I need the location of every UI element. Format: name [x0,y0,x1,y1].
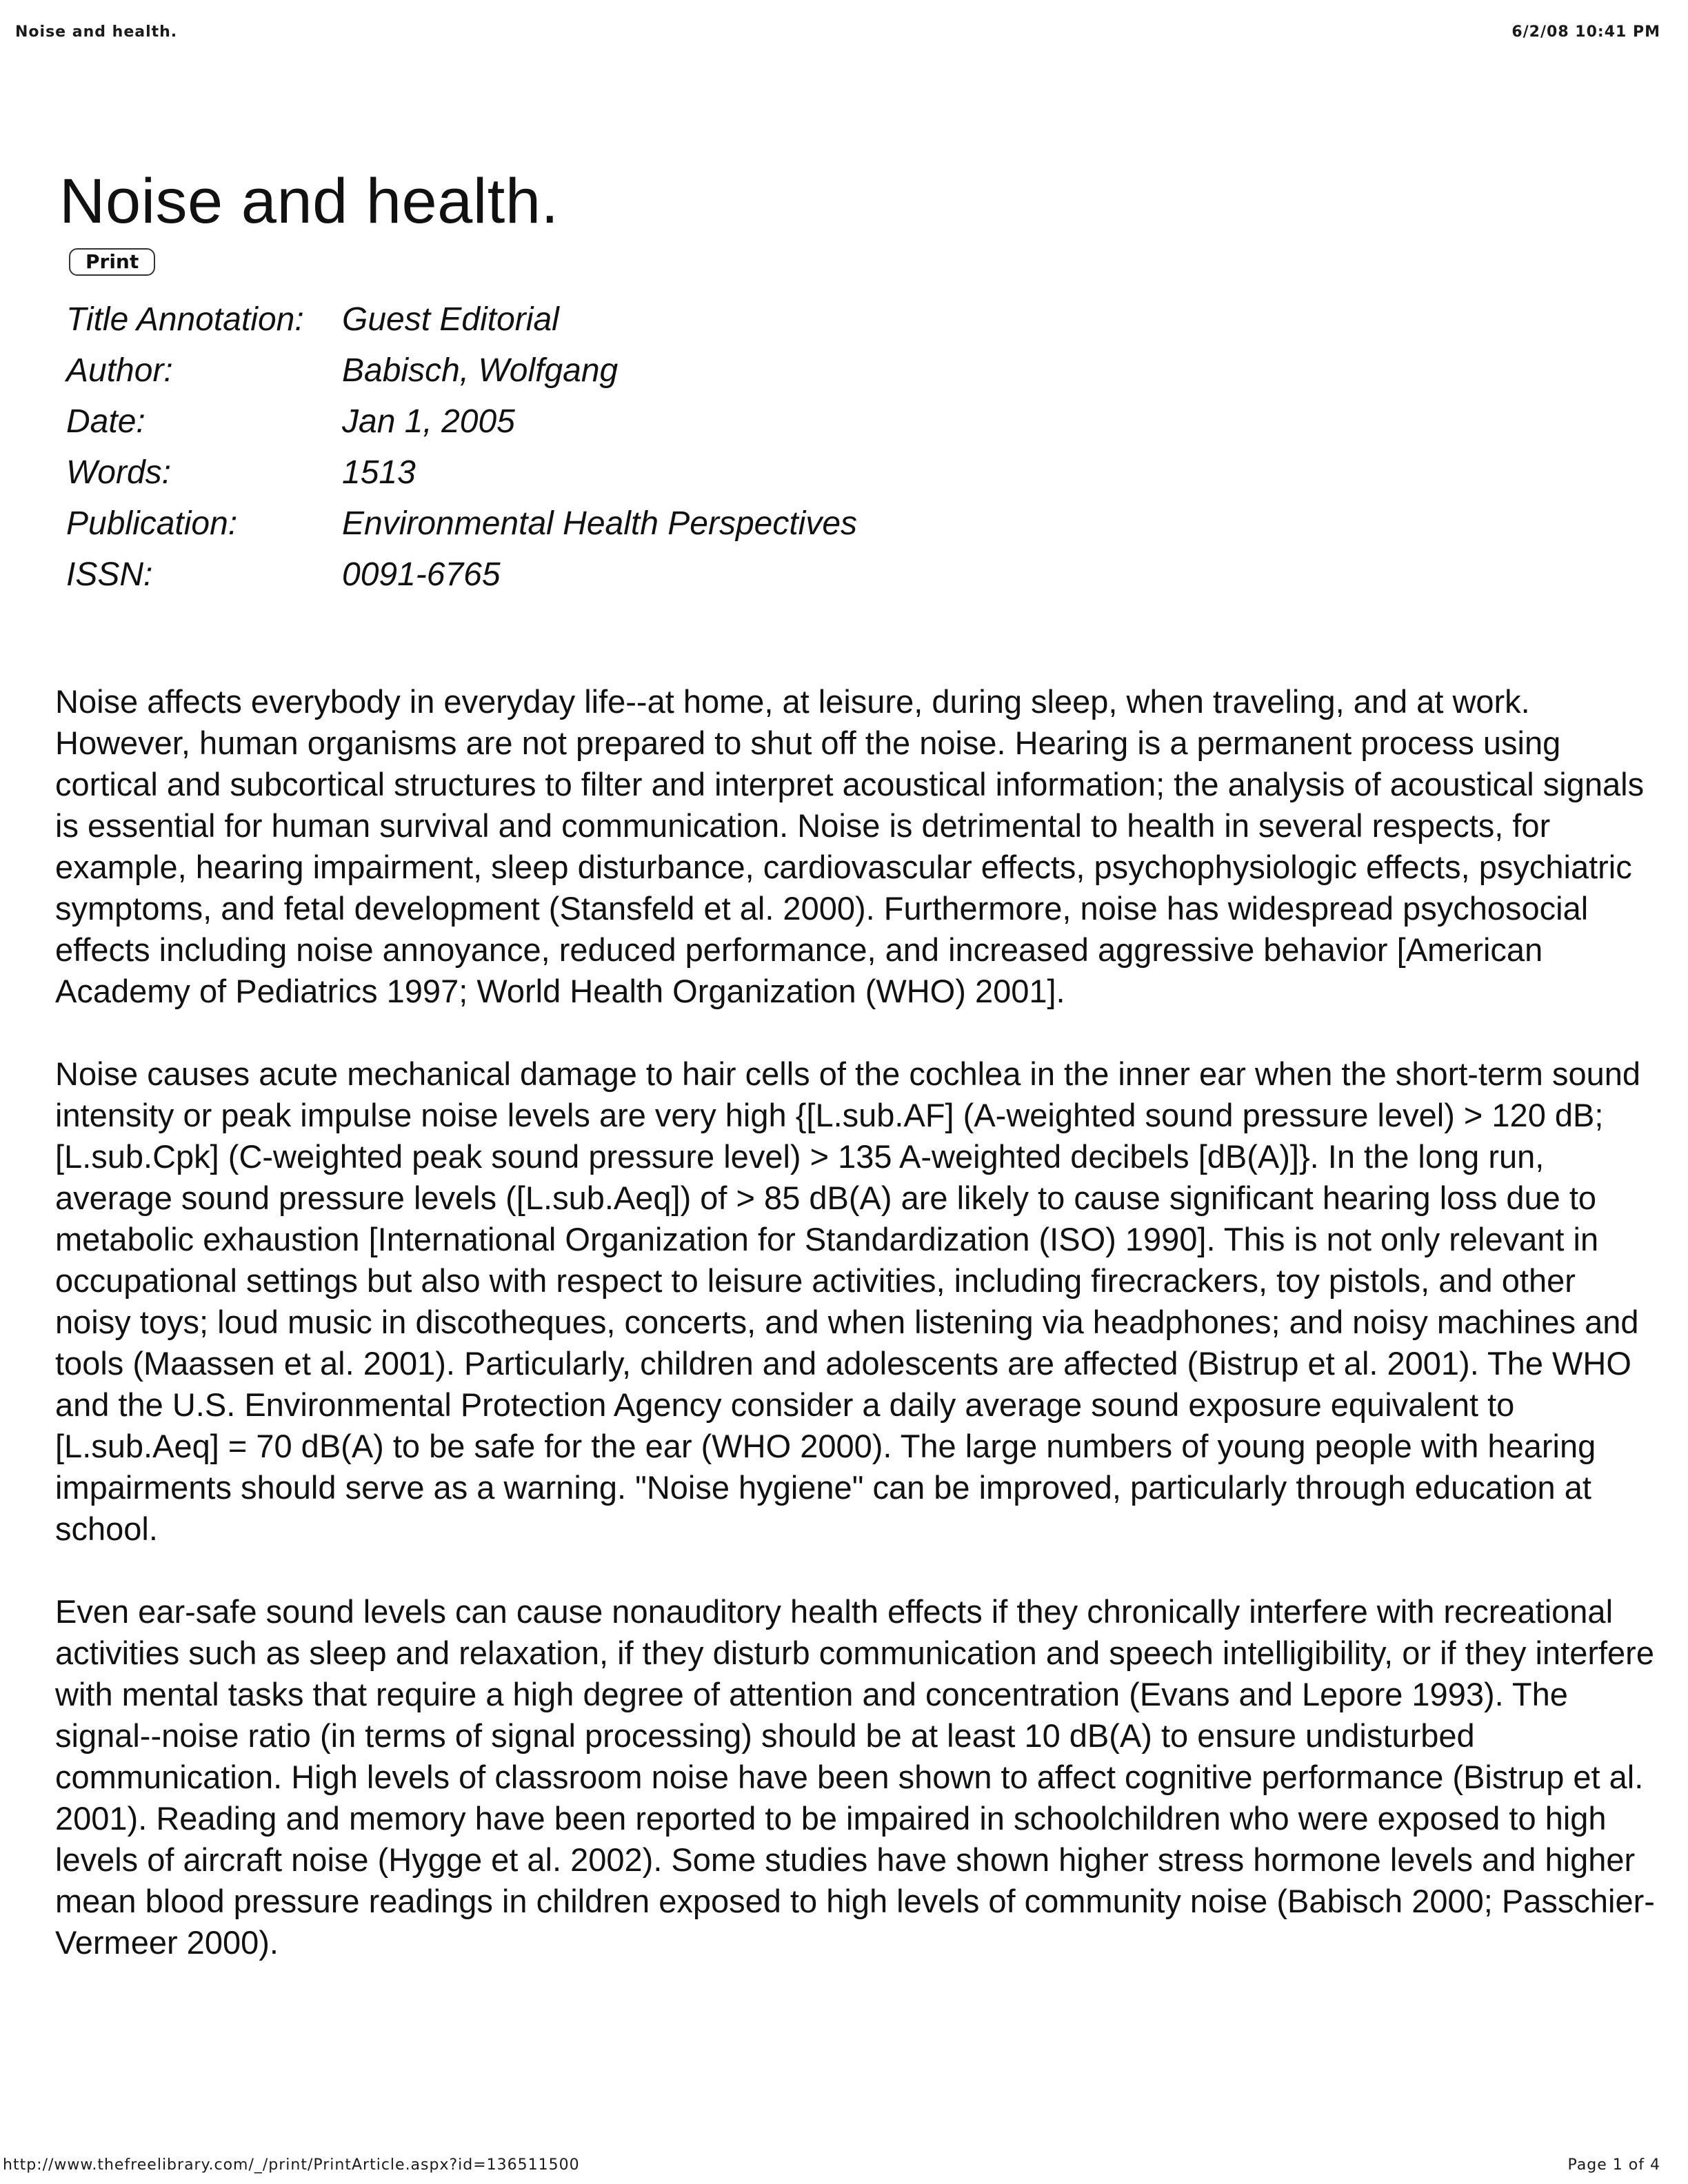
body-paragraph: Even ear-safe sound levels can cause nonauditory health effects if they chronically interfere with recreational activities such as sleep and relaxation, if they disturb communication and speech intelligibility, or if they interfere with mental tasks that require a high degree of attention and concentration (Evans and Lepore 1993). The signal--noise ratio (in terms of signal processing) should be at least 10 dB(A) to ensure undisturbed communication. High levels of classroom noise have been shown to affect cognitive performance (Bistrup et al. 2001). Reading and memory have been reported to be impaired in schoolchildren who were exposed to high levels of aircraft noise (Hygge et al. 2002). Some studies have shown higher stress hormone levels and higher mean blood pressure readings in children exposed to high levels of community noise (Babisch 2000; Passchier-Vermeer 2000). [55,1593,1655,1961]
meta-value: 1513 [342,454,416,491]
meta-row-date [66,396,1101,447]
meta-value: Environmental Health Perspectives [342,505,858,542]
meta-label: Title Annotation: [66,301,304,338]
meta-row-title-annotation [66,294,1101,345]
meta-label: ISSN: [66,556,153,593]
meta-label: Publication: [66,505,238,542]
print-header-title: Noise and health. [15,23,178,41]
meta-row-words [66,447,1101,498]
meta-value: Jan 1, 2005 [342,403,515,440]
meta-row-issn [66,549,1101,600]
meta-label: Date: [66,403,145,440]
body-paragraph: Noise affects everybody in everyday life--at home, at leisure, during sleep, when traveling, and at work. However, human organisms are not prepared to shut off the noise. Hearing is a permanent process using cortical and subcortical structures to filter and interpret acoustical information; the analysis of acoustical signals is essential for human survival and communication. Noise is detrimental to health in several respects, for example, hearing impairment, sleep disturbance, cardiovascular effects, psychophysiologic effects, psychiatric symptoms, and fetal development (Stansfeld et al. 2000). Furthermore, noise has widespread psychosocial effects including noise annoyance, reduced performance, and increased aggressive behavior [American Academy of Pediatrics 1997; World Health Organization (WHO) 2001]. [55,683,1645,1009]
print-header-timestamp: 6/2/08 10:41 PM [1511,23,1660,41]
print-button[interactable]: Print [69,248,155,276]
body-paragraph: Noise causes acute mechanical damage to hair cells of the cochlea in the inner ear when the short-term sound intensity or peak impulse noise levels are very high {[L.sub.AF] (A-weighted sound pressure level) > 120 dB; [L.sub.Cpk] (C-weighted peak sound pressure level) > 135 A-weighted decibels [dB(A)]}. In the long run, average sound pressure levels ([L.sub.Aeq]) of > 85 dB(A) are likely to cause significant hearing loss due to metabolic exhaustion [International Organization for Standardization (ISO) 1990]. This is not only relevant in occupational settings but also with respect to leisure activities, including firecrackers, toy pistols, and other noisy toys; loud music in discotheques, concerts, and when listening via headphones; and noisy machines and tools (Maassen et al. 2001). Particularly, children and adolescents are affected (Bistrup et al. 2001). The WHO and the U.S. Environmental Protection Agency consider a daily average sound exposure equivalent to [L.sub.Aeq] = 70 dB(A) to be safe for the ear (WHO 2000). The large numbers of young people with hearing impairments should serve as a warning. "Noise hygiene" can be improved, particularly through education at school. [55,1055,1641,1547]
article-body [55,681,1655,2005]
meta-value: Babisch, Wolfgang [342,352,619,389]
meta-value: Guest Editorial [342,301,559,338]
meta-row-author [66,345,1101,396]
article-title: Noise and health. [59,166,559,236]
meta-label: Words: [66,454,172,491]
meta-row-publication [66,498,1101,549]
meta-label: Author: [66,352,173,389]
meta-value: 0091-6765 [342,556,501,593]
article-metadata [66,294,1101,600]
print-footer-page-number: Page 1 of 4 [1567,2156,1660,2174]
print-footer-url: http://www.thefreelibrary.com/_/print/PrintArticle.aspx?id=136511500 [3,2156,580,2174]
